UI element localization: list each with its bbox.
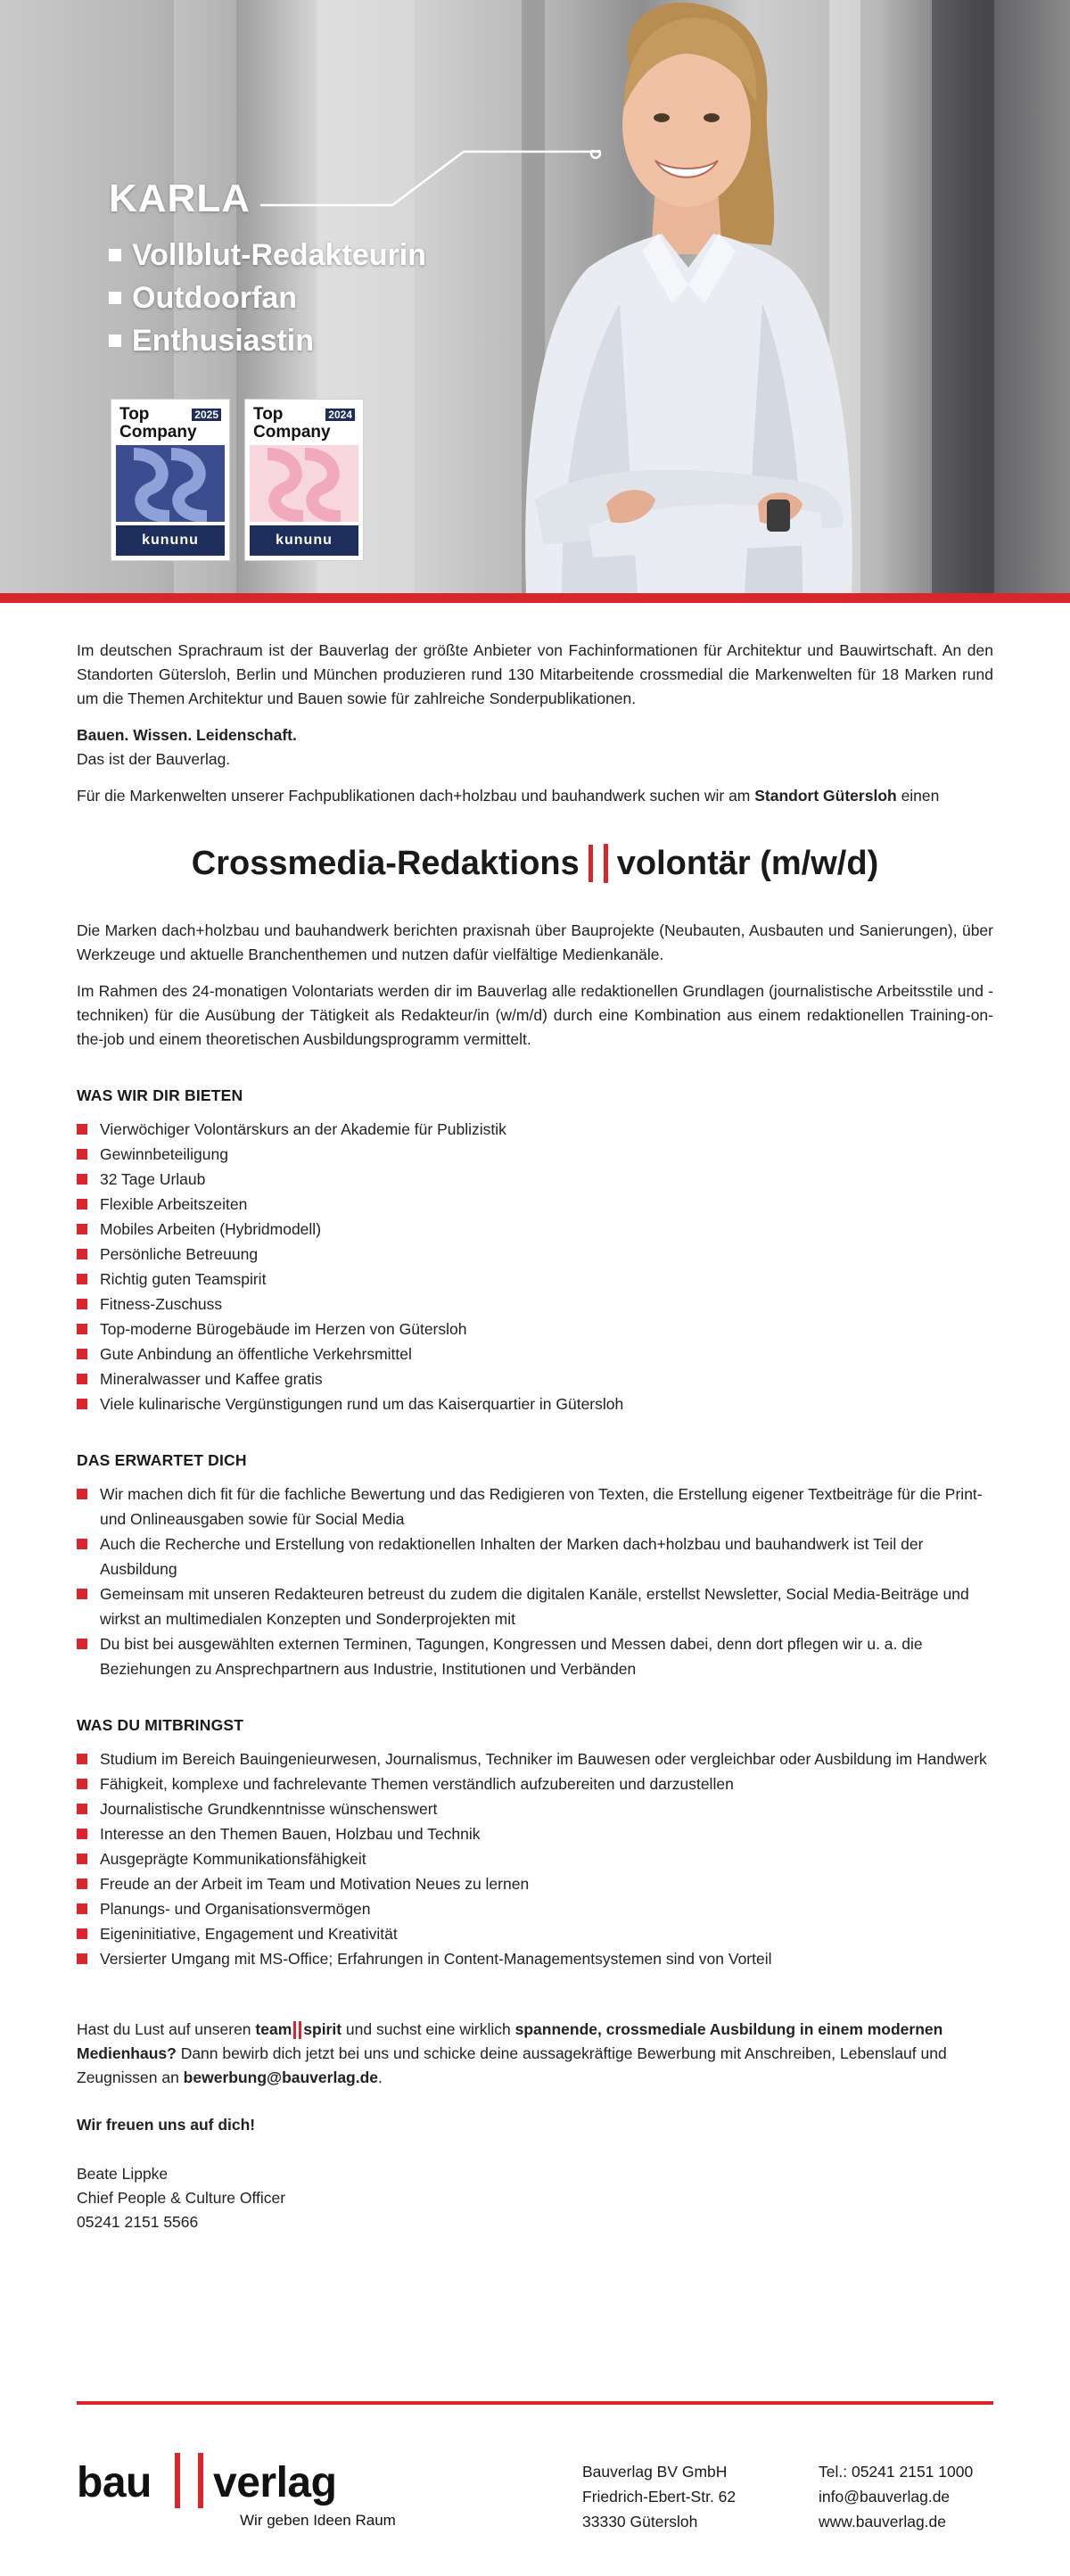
- list-item: [77, 1167, 993, 1192]
- signature: [77, 2162, 993, 2234]
- list-item-text: Persönliche Betreuung: [100, 1245, 259, 1263]
- list-item-text: Versierter Umgang mit MS-Office; Erfahrungen in Content-Managementsystemen sind von Vorteil: [100, 1950, 772, 1968]
- red-square-bullet-icon: [77, 1374, 87, 1384]
- list-item: [77, 1117, 993, 1142]
- tagline: Bauen. Wissen. Leidenschaft.: [77, 726, 297, 744]
- red-square-bullet-icon: [77, 1274, 87, 1284]
- list-item: [77, 1482, 993, 1532]
- list-item-text: Du bist bei ausgewählten externen Terminen, Tagungen, Kongressen und Messen dabei, denn dort pflegen wir u. a. die Beziehungen zu Ansprechpartnern aus Industrie, Institutionen und Verbänden: [100, 1635, 923, 1678]
- badge-top-label: Top: [119, 405, 150, 424]
- list-item-text: Gute Anbindung an öffentliche Verkehrsmittel: [100, 1345, 412, 1363]
- red-square-bullet-icon: [77, 1639, 87, 1649]
- footer-contact: [819, 2459, 973, 2534]
- hero-trait: [109, 234, 426, 277]
- tagline-block: [77, 723, 993, 772]
- signature-role: Chief People & Culture Officer: [77, 2189, 286, 2207]
- red-square-bullet-icon: [77, 1928, 87, 1939]
- expect-list: [77, 1482, 993, 1681]
- red-square-bullet-icon: [77, 1953, 87, 1964]
- red-divider-bar: [0, 593, 1070, 603]
- list-item-text: Richtig guten Teamspirit: [100, 1270, 267, 1288]
- footer-address: [582, 2459, 736, 2534]
- red-square-bullet-icon: [77, 1399, 87, 1409]
- bauverlag-bars-icon: [588, 844, 608, 883]
- list-item: [77, 1631, 993, 1681]
- list-item-text: Vierwöchiger Volontärskurs an der Akademie für Publizistik: [100, 1120, 506, 1138]
- teamspirit-team: team: [255, 2020, 292, 2038]
- description-paragraph: Die Marken dach+holzbau und bauhandwerk berichten praxisnah über Bauprojekte (Neubauten, Ausbauten und Sanierungen), über Werkzeuge und aktuelle Branchenthemen und nutzen dafür vielfältige Medienkanäle.: [77, 921, 993, 963]
- job-title: [77, 844, 993, 883]
- hero-traits: [109, 234, 426, 362]
- red-square-bullet-icon: [77, 1903, 87, 1914]
- hero-trait-label: Vollblut-Redakteurin: [132, 238, 426, 272]
- square-bullet-icon: [109, 334, 121, 347]
- hero-trait: [109, 277, 426, 319]
- list-item: [77, 1292, 993, 1317]
- hero-name: KARLA: [109, 177, 251, 220]
- list-item-text: Planungs- und Organisationsvermögen: [100, 1900, 371, 1918]
- list-item: [77, 1921, 993, 1946]
- red-square-bullet-icon: [77, 1349, 87, 1359]
- list-item: [77, 1821, 993, 1846]
- closing-paragraph: [77, 2018, 993, 2090]
- badge-top-label: Top: [253, 405, 284, 424]
- logo-bar: [588, 845, 593, 882]
- badge-year: 2024: [325, 409, 355, 421]
- footer-website-link[interactable]: www.bauverlag.de: [819, 2513, 946, 2531]
- footer-phone: Tel.: 05241 2151 1000: [819, 2463, 974, 2481]
- red-square-bullet-icon: [77, 1324, 87, 1334]
- list-item-text: Mineralwasser und Kaffee gratis: [100, 1370, 323, 1388]
- red-square-bullet-icon: [77, 1199, 87, 1210]
- badge-brand: kununu: [250, 525, 358, 556]
- closing-text: .: [378, 2068, 383, 2086]
- logo-bar: [604, 844, 608, 883]
- red-square-bullet-icon: [77, 1149, 87, 1160]
- list-item-text: 32 Tage Urlaub: [100, 1170, 206, 1188]
- list-item: [77, 1217, 993, 1242]
- footer-email-link[interactable]: info@bauverlag.de: [819, 2488, 951, 2506]
- red-square-bullet-icon: [77, 1854, 87, 1864]
- logo-word-right: verlag: [213, 2459, 337, 2506]
- red-square-bullet-icon: [77, 1754, 87, 1764]
- list-item: [77, 1267, 993, 1292]
- signature-name: Beate Lippke: [77, 2165, 169, 2183]
- list-item-text: Eigeninitiative, Engagement und Kreativität: [100, 1925, 398, 1943]
- list-item: [77, 1846, 993, 1871]
- closing-text: und suchst eine wirklich: [342, 2020, 515, 2038]
- badge-company-label: Company: [119, 423, 197, 442]
- red-square-bullet-icon: [77, 1878, 87, 1889]
- location-bold: Standort Gütersloh: [754, 787, 897, 805]
- job-ad-content: [77, 639, 993, 2234]
- red-square-bullet-icon: [77, 1489, 87, 1499]
- closing-text: Dann bewirb dich jetzt bei uns und schicke deine aussagekräftige Bewerbung mit Anschreiben, Lebenslauf und Zeugnissen an: [77, 2044, 947, 2086]
- red-square-bullet-icon: [77, 1299, 87, 1309]
- list-item: [77, 1342, 993, 1366]
- list-item: [77, 1366, 993, 1391]
- list-item-text: Wir machen dich fit für die fachliche Bewertung und das Redigieren von Texten, die Erstellung eigener Textbeiträge für die Print- und Onlineausgaben sowie für Social Media: [100, 1485, 983, 1528]
- kununu-top-company-badge-2024: [245, 400, 363, 560]
- logo-bar: [293, 2021, 296, 2039]
- hero-banner: [0, 0, 1070, 593]
- list-item: [77, 1192, 993, 1217]
- bauverlag-logo: [77, 2442, 433, 2531]
- red-square-bullet-icon: [77, 1124, 87, 1135]
- teamspirit-spirit: spirit: [303, 2020, 342, 2038]
- list-item-text: Fähigkeit, komplexe und fachrelevante Themen verständlich aufzubereiten und darzustellen: [100, 1775, 734, 1793]
- section-heading-bring: WAS DU MITBRINGST: [77, 1716, 244, 1734]
- list-item-text: Freude an der Arbeit im Team und Motivation Neues zu lernen: [100, 1875, 530, 1893]
- logo-slogan: Wir geben Ideen Raum: [240, 2512, 396, 2529]
- intro-paragraph: Im deutschen Sprachraum ist der Bauverlag der größte Anbieter von Fachinformationen für Architektur und Bauwirtschaft. An den Standorten Gütersloh, Berlin und München produzieren rund 130 Mitarbeitende crossmedial die Markenwelten für 18 Marken rund um die Themen Architektur und Bauen sowie für zahlreiche Sonderpublikationen.: [77, 641, 993, 707]
- list-item: [77, 1532, 993, 1581]
- list-item-text: Fitness-Zuschuss: [100, 1295, 223, 1313]
- job-title-part2: volontär (m/w/d): [616, 845, 879, 882]
- signature-phone: 05241 2151 5566: [77, 2213, 199, 2231]
- badge-k-logo-icon: [116, 445, 225, 522]
- list-item: [77, 1317, 993, 1342]
- list-item-text: Auch die Recherche und Erstellung von redaktionellen Inhalten der Marken dach+holzbau und bauhandwerk ist Teil der Ausbildung: [100, 1535, 924, 1578]
- list-item: [77, 1242, 993, 1267]
- badge-year: 2025: [192, 409, 221, 421]
- footer-street: Friedrich-Ebert-Str. 62: [582, 2488, 737, 2506]
- red-square-bullet-icon: [77, 1539, 87, 1549]
- application-email-link[interactable]: bewerbung@bauverlag.de: [183, 2068, 379, 2086]
- list-item-text: Top-moderne Bürogebäude im Herzen von Gütersloh: [100, 1320, 467, 1338]
- list-item-text: Ausgeprägte Kommunikationsfähigkeit: [100, 1850, 366, 1868]
- red-square-bullet-icon: [77, 1224, 87, 1234]
- tagline-sub: Das ist der Bauverlag.: [77, 750, 231, 768]
- list-item: [77, 1746, 993, 1771]
- footer-divider: [77, 2401, 993, 2405]
- square-bullet-icon: [109, 292, 121, 304]
- logo-bar: [198, 2453, 203, 2508]
- portrait-photo: [428, 0, 927, 593]
- requirements-list: [77, 1746, 993, 1971]
- logo-word-left: bau: [77, 2459, 152, 2506]
- closing-text: Hast du Lust auf unseren: [77, 2020, 256, 2038]
- red-square-bullet-icon: [77, 1804, 87, 1814]
- badge-k-logo-icon: [250, 445, 358, 522]
- description-paragraph: Im Rahmen des 24-monatigen Volontariats werden dir im Bauverlag alle redaktionellen Grundlagen (journalistische Arbeitsstile und -techniken) für die Ausübung der Tätigkeit als Redakteur/in (w/m/d) durch eine Kombination aus einem redaktionellen Training-on-the-job und einem theoretischen Ausbildungsprogramm vermittelt.: [77, 982, 993, 1048]
- square-bullet-icon: [109, 249, 121, 261]
- bauverlag-bars-icon: [293, 2021, 301, 2039]
- list-item: [77, 1771, 993, 1796]
- closing-section: [77, 2018, 993, 2234]
- job-title-part1: Crossmedia-Redaktions: [191, 845, 580, 882]
- search-text-end: einen: [896, 787, 940, 805]
- section-heading-offer: WAS WIR DIR BIETEN: [77, 1086, 243, 1104]
- list-item: [77, 1871, 993, 1896]
- footer-company: Bauverlag BV GmbH: [582, 2463, 728, 2481]
- logo-bar: [299, 2021, 301, 2039]
- red-square-bullet-icon: [77, 1779, 87, 1789]
- hero-trait: [109, 319, 426, 362]
- search-text: Für die Markenwelten unserer Fachpublikationen dach+holzbau und bauhandwerk suchen wir am: [77, 787, 755, 805]
- footer-city: 33330 Gütersloh: [582, 2513, 698, 2531]
- list-item: [77, 1581, 993, 1631]
- red-square-bullet-icon: [77, 1174, 87, 1185]
- list-item-text: Journalistische Grundkenntnisse wünschenswert: [100, 1800, 438, 1818]
- search-paragraph: [77, 784, 993, 808]
- background-stripe: [932, 0, 994, 593]
- red-square-bullet-icon: [77, 1589, 87, 1599]
- badge-brand: kununu: [116, 525, 225, 556]
- list-item: [77, 1796, 993, 1821]
- closing-thanks: Wir freuen uns auf dich!: [77, 2116, 256, 2134]
- red-square-bullet-icon: [77, 1829, 87, 1839]
- logo-bar: [175, 2453, 180, 2508]
- offer-list: [77, 1117, 993, 1416]
- list-item-text: Gemeinsam mit unseren Redakteuren betreust du zudem die digitalen Kanäle, erstellst Newsletter, Social Media-Beiträge und wirkst an multimedialen Konzepten und Sonderprojekten mit: [100, 1585, 969, 1628]
- hero-trait-label: Enthusiastin: [132, 324, 315, 358]
- list-item: [77, 1946, 993, 1971]
- list-item-text: Viele kulinarische Vergünstigungen rund um das Kaiserquartier in Gütersloh: [100, 1395, 624, 1413]
- list-item-text: Mobiles Arbeiten (Hybridmodell): [100, 1220, 322, 1238]
- red-square-bullet-icon: [77, 1249, 87, 1259]
- list-item: [77, 1896, 993, 1921]
- list-item-text: Gewinnbeteiligung: [100, 1145, 228, 1163]
- badge-company-label: Company: [253, 423, 331, 442]
- list-item-text: Studium im Bereich Bauingenieurwesen, Journalismus, Techniker im Bauwesen oder vergleichbar oder Ausbildung im Handwerk: [100, 1750, 987, 1768]
- section-heading-expect: DAS ERWARTET DICH: [77, 1451, 247, 1469]
- list-item: [77, 1391, 993, 1416]
- hero-trait-label: Outdoorfan: [132, 281, 298, 315]
- list-item-text: Flexible Arbeitszeiten: [100, 1195, 248, 1213]
- closing-bold: spannende, crossmediale Ausbildung in einem modernen Medienhaus?: [77, 2020, 943, 2062]
- list-item: [77, 1142, 993, 1167]
- kununu-top-company-badge-2025: [111, 400, 229, 560]
- list-item-text: Interesse an den Themen Bauen, Holzbau und Technik: [100, 1825, 481, 1843]
- callout-line: [259, 150, 606, 207]
